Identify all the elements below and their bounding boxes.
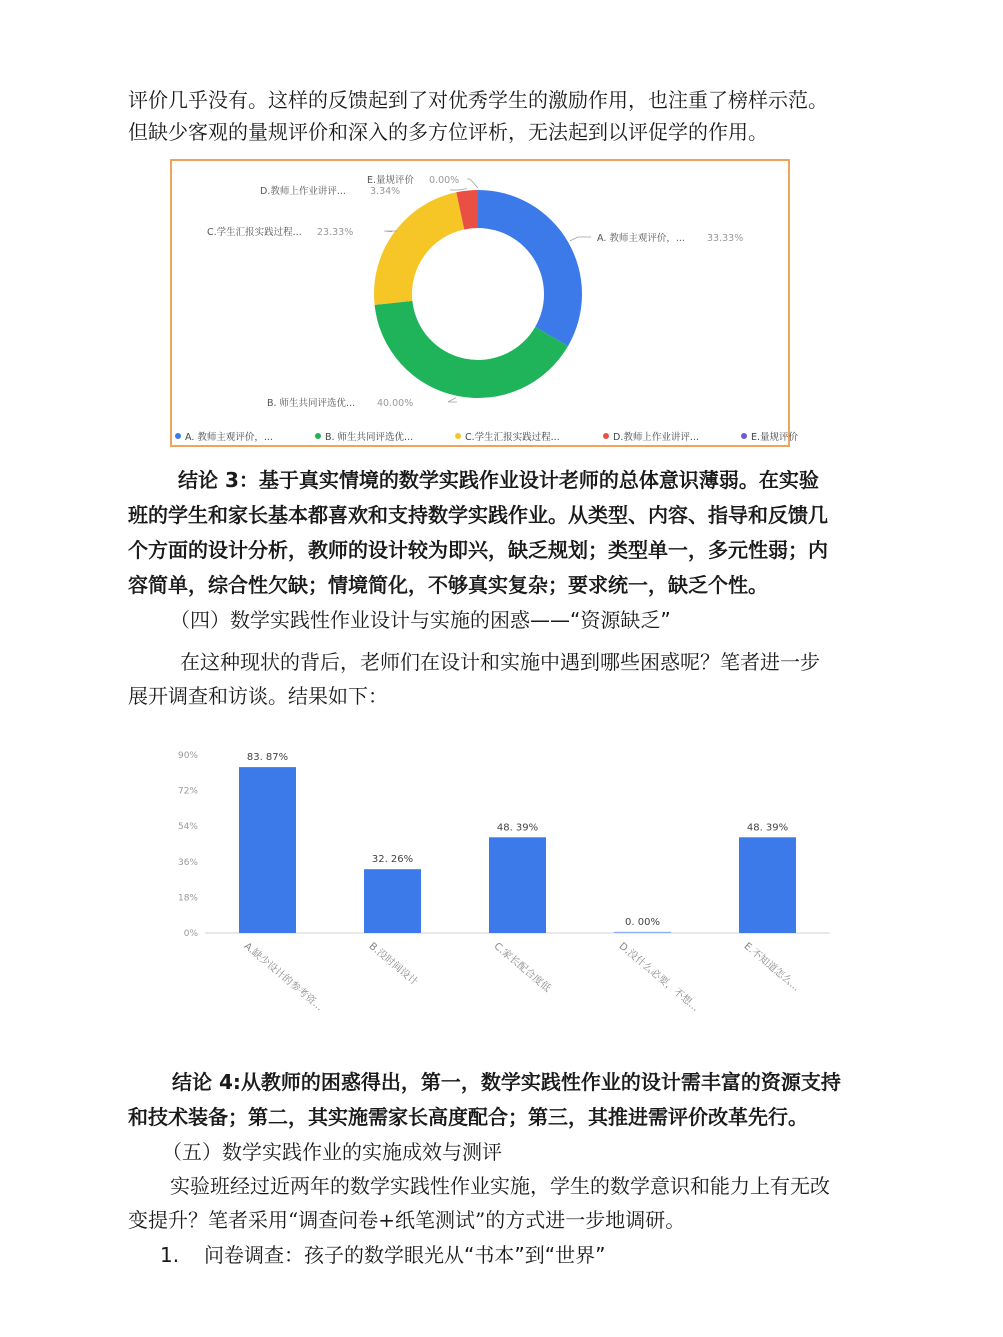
donut-slice-c — [374, 192, 464, 305]
donut-value-c: 23.33% — [317, 227, 354, 238]
donut-label-a: A. 教师主观评价，... — [597, 233, 685, 244]
category-label-c: C.家长配合度低 — [491, 940, 553, 995]
bar-e — [739, 837, 796, 933]
donut-slice-b — [375, 301, 569, 398]
y-tick-label: 90% — [177, 751, 198, 761]
y-tick-label: 54% — [177, 822, 198, 833]
donut-value-d: 3.34% — [370, 186, 401, 197]
section-4-heading: （四）数学实践性作业设计与实施的困惑——“资源缺乏” — [170, 608, 671, 632]
category-label-d: D.没什么必要，不想... — [616, 940, 701, 1014]
donut-leader-line — [570, 237, 591, 241]
donut-slice-a — [478, 190, 582, 346]
section-5-heading: （五）数学实践作业的实施成效与测评 — [162, 1140, 502, 1164]
donut-leader-line — [467, 179, 478, 188]
paragraph-2-line-2: 展开调查和访谈。结果如下： — [128, 684, 388, 708]
paragraph-3-line-2: 变提升？笔者采用“调查问卷+纸笔测试”的方式进一步地调研。 — [128, 1208, 686, 1232]
bar-value-label-b: 32. 26% — [371, 854, 414, 866]
donut-value-a: 33.33% — [707, 233, 744, 244]
donut-value-b: 40.00% — [377, 398, 414, 409]
bar-c — [489, 837, 546, 933]
paragraph-2-line-1: 在这种现状的背后，老师们在设计和实施中遇到哪些困惑呢？笔者进一步 — [180, 650, 820, 674]
paragraph-1-line-2: 但缺少客观的量规评价和深入的多方位评析，无法起到以评促学的作用。 — [128, 120, 768, 144]
y-tick-label: 36% — [177, 857, 198, 868]
legend-label-b: B. 师生共同评选优... — [325, 432, 414, 443]
item-1-number: 1. — [160, 1243, 180, 1267]
donut-leader-line — [448, 398, 457, 402]
paragraph-1-line-1: 评价几乎没有。这样的反馈起到了对优秀学生的激励作用，也注重了榜样示范。 — [128, 88, 828, 112]
y-tick-label: 0% — [183, 929, 198, 939]
bar-value-label-a: 83. 87% — [246, 752, 289, 764]
conclusion-3-line-3: 个方面的设计分析，教师的设计较为即兴，缺乏规划；类型单一，多元性弱；内 — [128, 538, 828, 562]
conclusion-4-line-1: 结论 4:从教师的困惑得出，第一，数学实践性作业的设计需丰富的资源支持 — [172, 1070, 841, 1094]
item-1-text: 问卷调查：孩子的数学眼光从“书本”到“世界” — [204, 1243, 606, 1267]
bar-value-label-d: 0. 00% — [625, 916, 660, 928]
donut-label-e: E.量规评价 — [367, 175, 415, 186]
legend-label-e: E.量规评价 — [751, 432, 799, 443]
bar-a — [239, 767, 296, 933]
legend-label-a: A. 教师主观评价，... — [185, 432, 273, 443]
donut-chart — [170, 159, 799, 447]
legend-label-d: D.教师上作业讲评... — [613, 432, 699, 443]
legend-marker — [741, 433, 747, 439]
conclusion-3-line-4: 容简单，综合性欠缺；情境简化，不够真实复杂；要求统一，缺乏个性。 — [128, 573, 768, 597]
donut-leader-line — [450, 189, 467, 190]
legend-marker — [455, 433, 461, 439]
donut-label-c: C.学生汇报实践过程... — [207, 227, 302, 238]
bar-chart — [160, 735, 840, 1035]
legend-marker — [603, 433, 609, 439]
y-tick-label: 18% — [177, 893, 198, 904]
conclusion-4-line-2: 和技术装备；第二，其实施需家长高度配合；第三，其推进需评价改革先行。 — [128, 1105, 808, 1129]
donut-label-b: B. 师生共同评选优... — [267, 398, 356, 409]
paragraph-3-line-1: 实验班经过近两年的数学实践性作业实施，学生的数学意识和能力上有无改 — [170, 1174, 830, 1198]
legend-label-c: C.学生汇报实践过程... — [465, 432, 560, 443]
bar-d — [614, 932, 671, 933]
category-label-b: B.没时间设计 — [366, 940, 420, 988]
legend-marker — [315, 433, 321, 439]
category-label-e: E.不知道怎么... — [741, 940, 802, 994]
category-label-a: A.缺少设计的参考资... — [241, 940, 325, 1014]
donut-label-d: D.教师上作业讲评... — [260, 186, 346, 197]
conclusion-3-line-1: 结论 3：基于真实情境的数学实践作业设计老师的总体意识薄弱。在实验 — [178, 468, 819, 492]
bar-value-label-c: 48. 39% — [496, 822, 539, 834]
bar-value-label-e: 48. 39% — [746, 822, 789, 834]
conclusion-3-line-2: 班的学生和家长基本都喜欢和支持数学实践作业。从类型、内容、指导和反馈几 — [128, 503, 828, 527]
legend-marker — [175, 433, 181, 439]
y-tick-label: 72% — [177, 786, 198, 797]
bar-b — [364, 869, 421, 933]
donut-value-e: 0.00% — [429, 175, 460, 186]
